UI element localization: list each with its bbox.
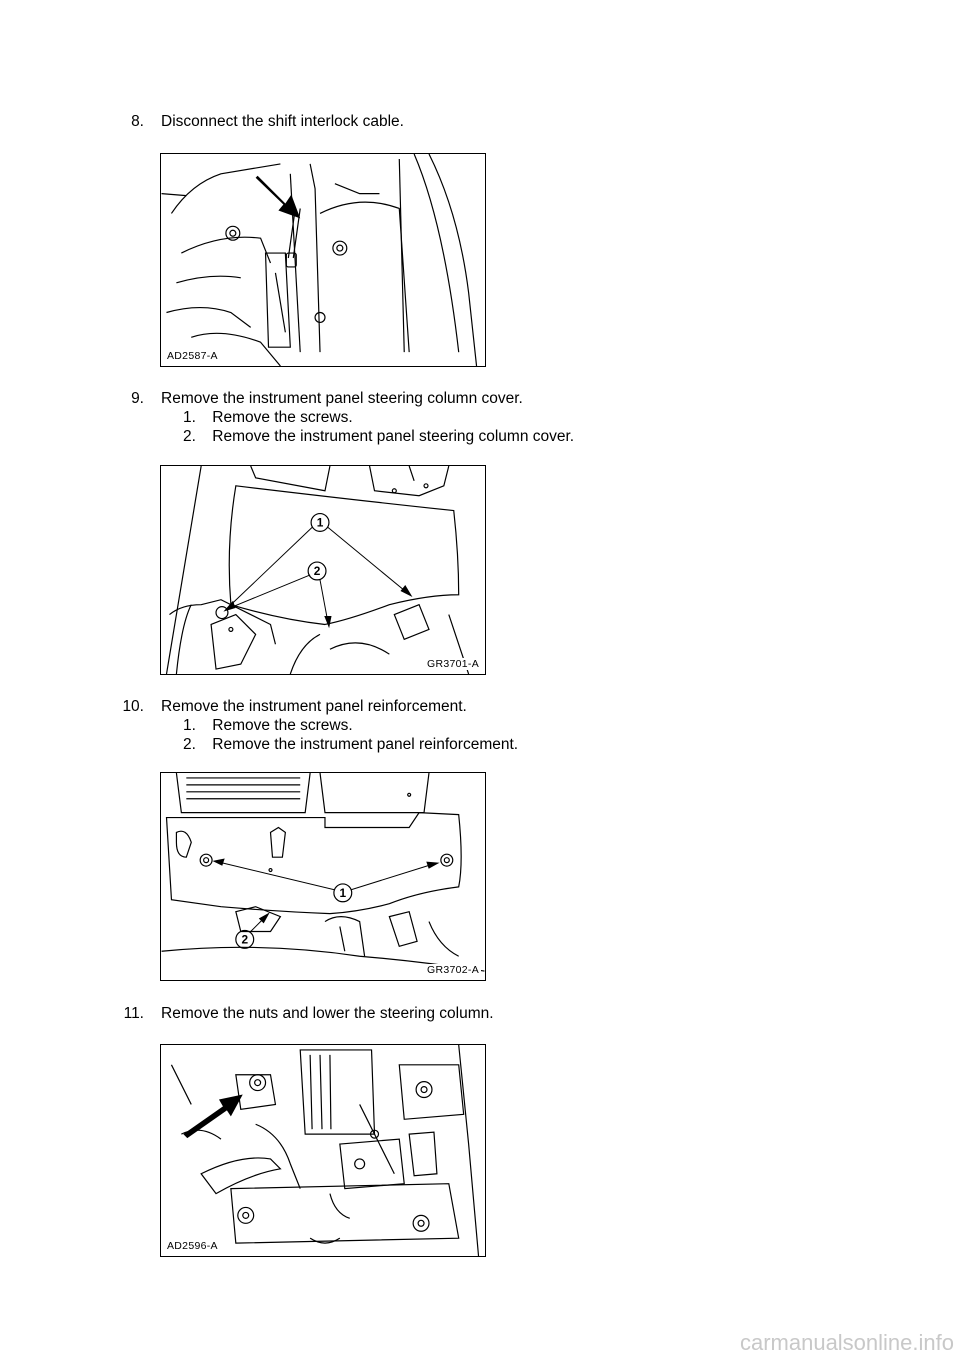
step-number: 11. (123, 1005, 144, 1022)
figure-gr3701 (160, 465, 486, 675)
figure-code: GR3702-A (426, 964, 479, 976)
substep-number: 2. (183, 428, 196, 445)
figure-ad2596 (160, 1044, 486, 1257)
panel-reinforcement-illustration (161, 773, 485, 980)
substep-text: Remove the instrument panel reinforcement. (212, 736, 519, 753)
step-number: 10. (122, 698, 144, 715)
figure-code: GR3701-A (426, 658, 479, 670)
figure-code: AD2587-A (167, 350, 218, 362)
step-text: Remove the nuts and lower the steering column. (161, 1005, 494, 1022)
substep-9-2 (183, 427, 574, 446)
callout-2: 2 (241, 932, 249, 947)
callout-1: 1 (316, 515, 324, 530)
substep-text: Remove the screws. (212, 717, 353, 734)
substep-10-1 (183, 716, 353, 735)
substep-9-1 (183, 408, 353, 427)
step-number: 9. (131, 390, 144, 407)
watermark: carmanualsonline.info (739, 1330, 954, 1355)
figure-code: AD2596-A (167, 1240, 218, 1252)
step-text: Remove the instrument panel reinforcement. (161, 698, 467, 715)
step-text: Disconnect the shift interlock cable. (161, 113, 404, 130)
figure-gr3702 (160, 772, 486, 981)
substep-number: 2. (183, 736, 196, 753)
step-text: Remove the instrument panel steering column cover. (161, 390, 523, 407)
steering-column-cover-illustration (161, 466, 485, 674)
steering-column-nuts-illustration (161, 1045, 485, 1256)
callout-1: 1 (339, 885, 347, 900)
substep-number: 1. (183, 409, 196, 426)
substep-text: Remove the screws. (212, 409, 353, 426)
callout-2: 2 (313, 563, 321, 578)
substep-number: 1. (183, 717, 196, 734)
step-number: 8. (131, 113, 144, 130)
substep-text: Remove the instrument panel steering column cover. (212, 428, 575, 445)
substep-10-2 (183, 735, 518, 754)
figure-ad2587 (160, 153, 486, 367)
shift-interlock-illustration (161, 154, 485, 366)
